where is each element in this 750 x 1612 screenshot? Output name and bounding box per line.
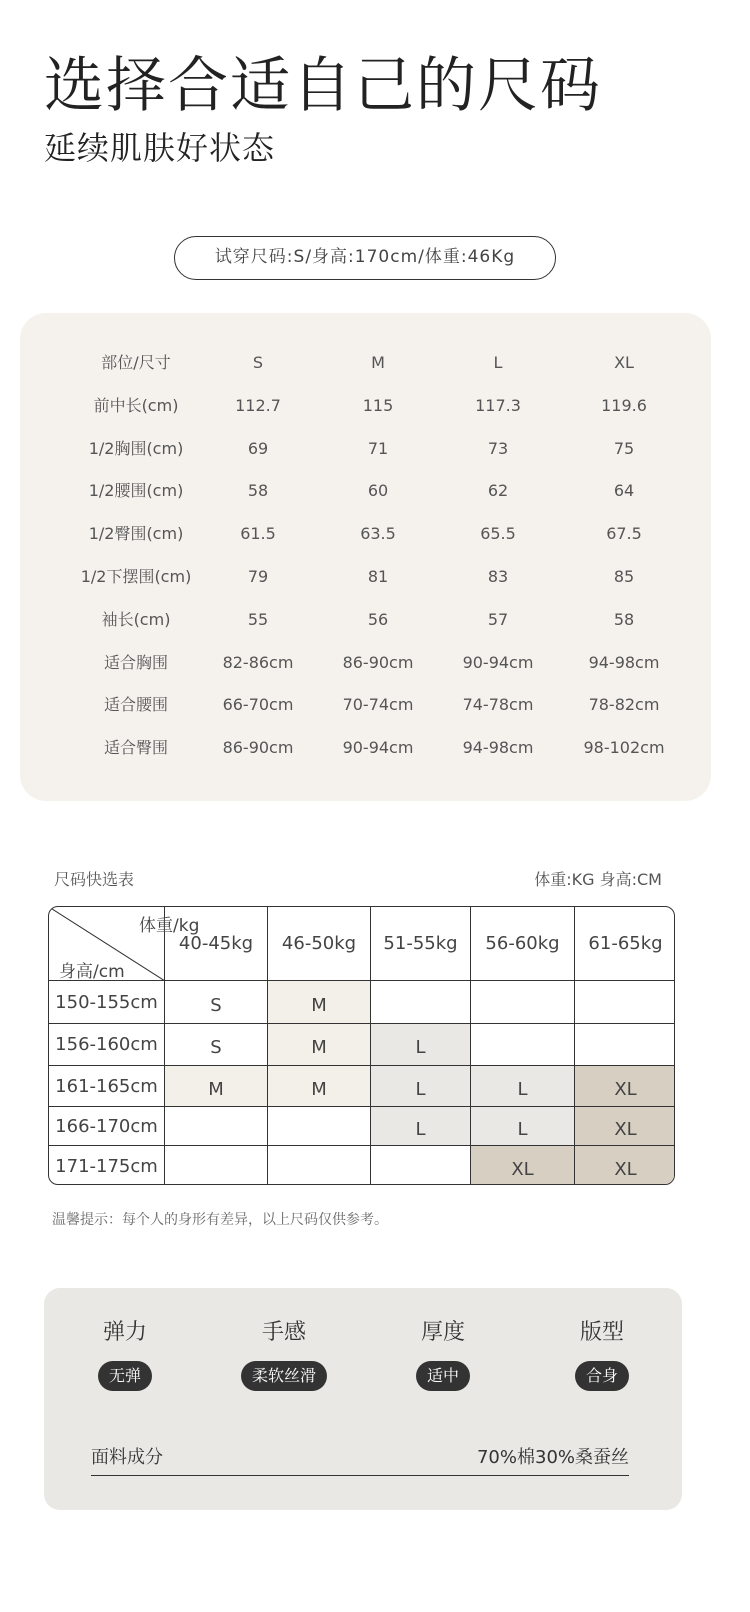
size-recommendation-cell: L xyxy=(471,1107,575,1146)
size-chart-row xyxy=(20,391,711,421)
size-recommendation-cell: L xyxy=(371,1024,471,1066)
size-chart-row-label: 前中长(cm) xyxy=(93,395,179,415)
size-chart-row-label: 1/2臀围(cm) xyxy=(88,524,184,544)
feature-value-pill: 柔软丝滑 xyxy=(241,1361,327,1391)
size-chart-cell: M xyxy=(371,353,385,372)
weight-header: 51-55kg xyxy=(371,907,471,981)
feature-item xyxy=(65,1318,185,1391)
size-chart-cell: 64 xyxy=(613,481,635,501)
size-chart-cell: 86-90cm xyxy=(342,652,414,672)
fabric-divider xyxy=(91,1475,629,1476)
size-chart-cell: 94-98cm xyxy=(462,738,534,758)
size-chart-cell: 79 xyxy=(247,567,269,586)
size-chart-cell: 94-98cm xyxy=(588,652,660,672)
size-recommendation-cell xyxy=(268,1146,371,1185)
size-recommendation-cell xyxy=(471,1024,575,1066)
size-chart-row xyxy=(20,434,711,464)
size-chart-cell: 117.3 xyxy=(475,395,521,415)
size-chart-cell: 86-90cm xyxy=(222,738,294,758)
size-chart-row xyxy=(20,476,711,506)
size-chart-cell: 65.5 xyxy=(480,524,516,544)
fabric-features-card xyxy=(44,1288,682,1510)
size-chart-cell: 55 xyxy=(247,609,269,629)
size-chart-cell: 71 xyxy=(367,438,389,458)
size-recommendation-cell: L xyxy=(371,1066,471,1107)
trial-size-note: 试穿尺码:S/身高:170cm/体重:46Kg xyxy=(174,236,556,280)
size-recommendation-cell: XL xyxy=(575,1146,675,1185)
size-chart-cell: 69 xyxy=(247,438,269,458)
size-chart-row xyxy=(20,733,711,763)
size-recommendation-cell xyxy=(165,1146,268,1185)
size-recommendation-cell: XL xyxy=(471,1146,575,1185)
size-recommendation-cell xyxy=(371,981,471,1024)
height-row-label: 161-165cm xyxy=(49,1066,165,1107)
size-recommendation-cell: M xyxy=(268,981,371,1024)
size-chart-cell: 67.5 xyxy=(606,524,642,544)
size-chart-cell: 62 xyxy=(487,481,509,501)
size-chart-cell: 73 xyxy=(487,438,509,458)
size-recommendation-cell xyxy=(575,1024,675,1066)
size-recommendation-cell: L xyxy=(471,1066,575,1107)
feature-label: 版型 xyxy=(579,1320,624,1345)
feature-item xyxy=(383,1318,503,1391)
size-chart-row-label: 适合臀围 xyxy=(103,738,168,758)
height-row-label: 166-170cm xyxy=(49,1107,165,1146)
size-chart-cell: 75 xyxy=(613,438,635,458)
size-chart-row-label: 部位/尺寸 xyxy=(101,353,171,372)
feature-item xyxy=(542,1318,662,1391)
weight-header: 46-50kg xyxy=(268,907,371,981)
page-subtitle: 延续肌肤好状态 xyxy=(44,129,276,167)
size-chart-cell: 85 xyxy=(613,567,635,586)
size-recommendation-cell: M xyxy=(165,1066,268,1107)
corner-height-label: 身高/cm xyxy=(59,962,125,982)
feature-label: 弹力 xyxy=(102,1320,147,1345)
size-chart-cell: 56 xyxy=(367,609,389,629)
size-chart-cell: L xyxy=(493,353,503,372)
size-chart-cell: 58 xyxy=(247,481,269,501)
size-chart-cell: 90-94cm xyxy=(342,738,414,758)
size-chart-row xyxy=(20,519,711,549)
height-row-label: 150-155cm xyxy=(49,981,165,1024)
feature-value-pill: 合身 xyxy=(575,1361,629,1391)
quick-select-title: 尺码快选表 xyxy=(54,870,135,889)
size-chart-row-label: 1/2腰围(cm) xyxy=(88,481,184,501)
size-recommendation-cell: XL xyxy=(575,1107,675,1146)
feature-item xyxy=(224,1318,344,1391)
size-chart-header xyxy=(20,348,711,378)
size-chart-cell: 60 xyxy=(367,481,389,501)
height-row-label: 156-160cm xyxy=(49,1024,165,1066)
size-chart-cell: 61.5 xyxy=(240,524,276,544)
size-chart-row-label: 适合胸围 xyxy=(103,652,168,672)
size-chart-row-label: 1/2下摆围(cm) xyxy=(80,567,192,586)
feature-label: 手感 xyxy=(261,1320,306,1345)
size-chart-cell: 82-86cm xyxy=(222,652,294,672)
size-chart-cell: 115 xyxy=(362,395,394,415)
size-recommendation-cell xyxy=(268,1107,371,1146)
size-recommendation-cell: S xyxy=(165,1024,268,1066)
size-chart-cell: 112.7 xyxy=(235,395,281,415)
size-chart-cell: XL xyxy=(614,353,634,372)
size-chart-cell: 98-102cm xyxy=(583,738,665,758)
size-chart-cell: S xyxy=(252,353,264,372)
size-chart-cell: 78-82cm xyxy=(588,695,660,715)
quick-select-table xyxy=(48,906,675,1185)
size-chart-row-label: 适合腰围 xyxy=(103,695,168,715)
size-chart-cell: 119.6 xyxy=(601,395,647,415)
page-title: 选择合适自己的尺码 xyxy=(44,51,602,121)
size-recommendation-cell: S xyxy=(165,981,268,1024)
fabric-label: 面料成分 xyxy=(91,1447,163,1468)
size-chart-cell: 83 xyxy=(487,567,509,586)
weight-header: 61-65kg xyxy=(575,907,675,981)
size-chart-cell: 57 xyxy=(487,609,509,629)
weight-header: 40-45kg xyxy=(165,907,268,981)
size-chart-cell: 66-70cm xyxy=(222,695,294,715)
size-chart-cell: 74-78cm xyxy=(462,695,534,715)
size-chart-cell: 58 xyxy=(613,609,635,629)
fabric-value: 70%棉30%桑蚕丝 xyxy=(476,1447,629,1468)
feature-label: 厚度 xyxy=(420,1320,465,1345)
size-chart-row xyxy=(20,562,711,592)
size-recommendation-cell xyxy=(371,1146,471,1185)
size-recommendation-cell: L xyxy=(371,1107,471,1146)
size-chart-row-label: 袖长(cm) xyxy=(101,609,171,629)
size-recommendation-cell xyxy=(165,1107,268,1146)
size-chart-cell: 70-74cm xyxy=(342,695,414,715)
size-recommendation-cell: M xyxy=(268,1024,371,1066)
height-row-label: 171-175cm xyxy=(49,1146,165,1185)
corner-weight-label: 体重/kg xyxy=(139,916,200,936)
size-recommendation-cell xyxy=(575,981,675,1024)
size-chart-row xyxy=(20,605,711,635)
tip-note: 温馨提示：每个人的身形有差异，以上尺码仅供参考。 xyxy=(52,1212,388,1228)
size-chart-row xyxy=(20,690,711,720)
quick-select-units: 体重:KG 身高:CM xyxy=(534,870,662,889)
size-chart-cell: 81 xyxy=(367,567,389,586)
size-recommendation-cell xyxy=(471,981,575,1024)
size-chart-cell: 63.5 xyxy=(360,524,396,544)
size-chart-row xyxy=(20,648,711,678)
size-chart-cell: 90-94cm xyxy=(462,652,534,672)
feature-value-pill: 适中 xyxy=(416,1361,470,1391)
weight-header: 56-60kg xyxy=(471,907,575,981)
size-chart-card xyxy=(20,313,711,801)
size-recommendation-cell: XL xyxy=(575,1066,675,1107)
feature-value-pill: 无弹 xyxy=(98,1361,152,1391)
size-chart-row-label: 1/2胸围(cm) xyxy=(88,438,184,458)
size-recommendation-cell: M xyxy=(268,1066,371,1107)
